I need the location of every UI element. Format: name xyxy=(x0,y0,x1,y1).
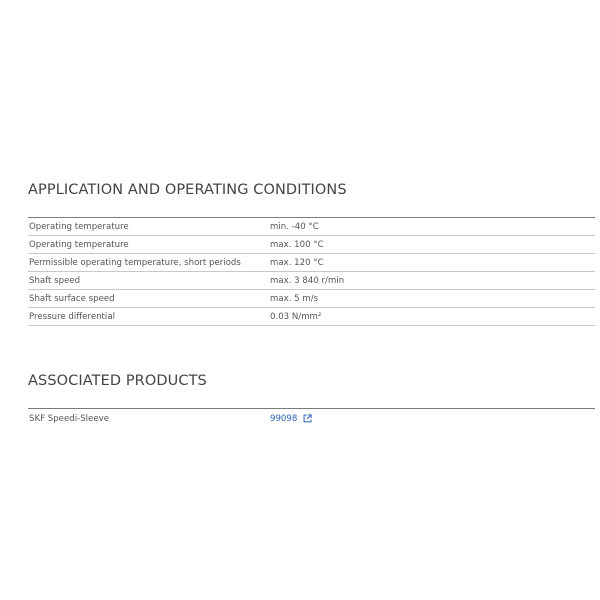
product-link-label: 99098 xyxy=(270,413,298,424)
row-value: max. 5 m/s xyxy=(270,293,319,304)
products-section-title: ASSOCIATED PRODUCTS xyxy=(28,373,207,389)
row-label: Pressure differential xyxy=(29,311,115,322)
row-label: Operating temperature xyxy=(29,221,129,232)
table-row xyxy=(28,290,595,308)
table-row xyxy=(28,236,595,254)
table-row xyxy=(28,308,595,326)
product-value-cell xyxy=(270,414,595,424)
conditions-section-title: APPLICATION AND OPERATING CONDITIONS xyxy=(28,182,347,198)
row-label: Shaft surface speed xyxy=(29,293,115,304)
conditions-table xyxy=(28,217,595,326)
product-name: SKF Speedi-Sleeve xyxy=(29,413,109,424)
row-label: Operating temperature xyxy=(29,239,129,250)
product-link-99098[interactable] xyxy=(270,414,312,424)
table-row xyxy=(28,272,595,290)
table-row xyxy=(28,218,595,236)
table-row xyxy=(28,409,595,428)
row-label: Shaft speed xyxy=(29,275,81,286)
row-value: min. -40 °C xyxy=(270,221,319,232)
external-link-icon xyxy=(303,414,312,423)
row-value: max. 3 840 r/min xyxy=(270,275,345,286)
row-value: max. 120 °C xyxy=(270,257,324,268)
row-value: 0.03 N/mm² xyxy=(270,311,322,322)
row-label: Permissible operating temperature, short periods xyxy=(29,257,241,268)
row-value: max. 100 °C xyxy=(270,239,324,250)
table-row xyxy=(28,254,595,272)
products-table xyxy=(28,408,595,428)
